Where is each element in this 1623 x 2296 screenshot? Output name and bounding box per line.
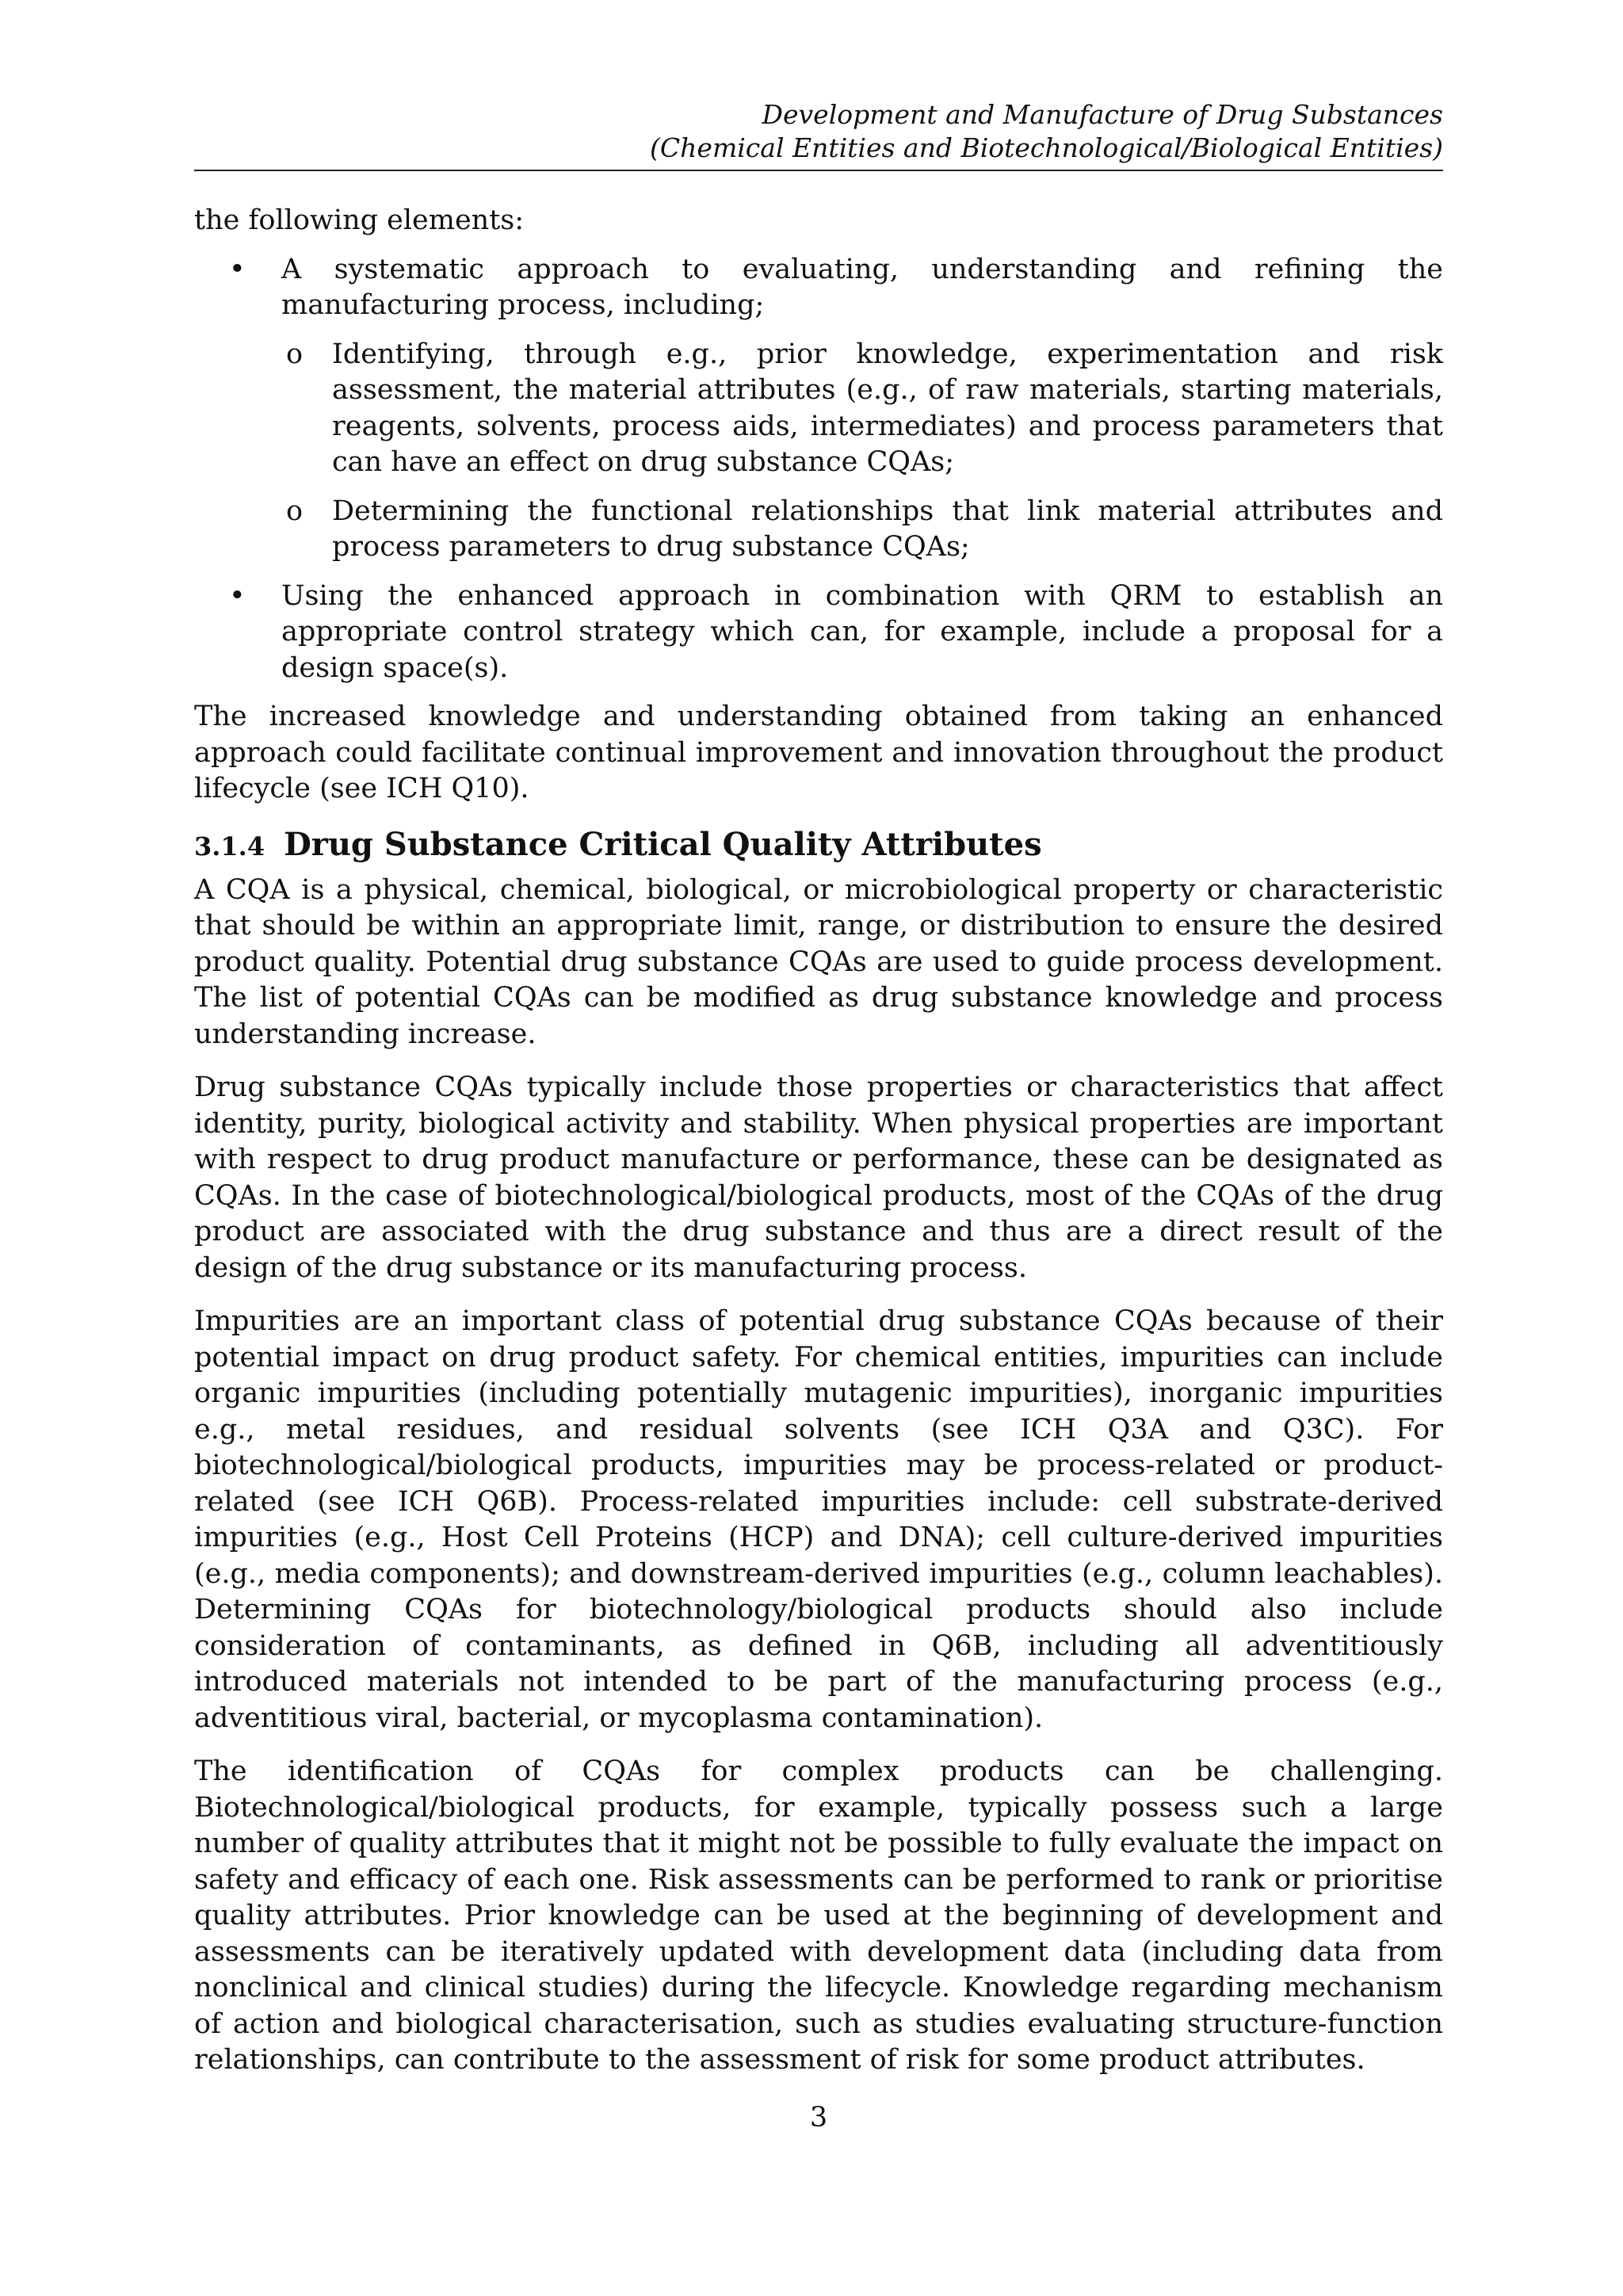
sub-list-item xyxy=(281,494,1443,566)
header-title: Development and Manufacture of Drug Substances xyxy=(762,99,1443,130)
list-item xyxy=(194,579,1443,687)
elements-list xyxy=(194,252,1443,687)
sub-list-item-text: Identifying, through e.g., prior knowledge, experimentation and risk assessment, the material attributes (e.g., of raw materials, starting materials, reagents, solvents, process aids, intermediates) and process parameters that can have an effect on drug substance CQAs; xyxy=(332,338,1443,478)
intro-line: the following elements: xyxy=(194,204,525,236)
paragraph-cqa-properties: Drug substance CQAs typically include those properties or characteristics that affect identity, purity, biological activity and stability. When physical properties are important with respect to drug product manufacture or performance, these can be designated as CQAs. In the case of biotechnological/biological products, most of the CQAs of the drug product are associated with the drug substance and thus are a direct result of the design of the drug substance or its manufacturing process. xyxy=(194,1072,1443,1284)
header-subtitle: (Chemical Entities and Biotechnological/Biological Entities) xyxy=(650,132,1443,163)
paragraph-impurities: Impurities are an important class of potential drug substance CQAs because of their potential impact on drug product safety. For chemical entities, impurities can include organic impurities (including potentially mutagenic impurities), inorganic impurities e.g., metal residues, and residual solvents (see ICH Q3A and Q3C). For biotechnological/biological products, impurities may be process-related or product-related (see ICH Q6B). Process-related impurities include: cell substrate-derived impurities (e.g., Host Cell Proteins (HCP) and DNA); cell culture-derived impurities (e.g., media components); and downstream-derived impurities (e.g., column leachables). Determining CQAs for biotechnology/biological products should also include consideration of contaminants, as defined in Q6B, including all adventitiously introduced materials not intended to be part of the manufacturing process (e.g., adventitious viral, bacterial, or mycoplasma contamination). xyxy=(194,1305,1443,1734)
list-item-text: A systematic approach to evaluating, understanding and refining the manufacturing process, including; xyxy=(281,253,1443,321)
bullet-icon: • xyxy=(229,253,246,285)
document-body xyxy=(194,203,1443,2096)
page-number: 3 xyxy=(809,2102,828,2134)
list-item-text: Using the enhanced approach in combination with QRM to establish an appropriate control strategy which can, for example, include a proposal for a design space(s). xyxy=(281,579,1443,684)
paragraph-cqa-definition: A CQA is a physical, chemical, biological, or microbiological property or characteristic that should be within an appropriate limit, range, or distribution to ensure the desired product quality. Potential drug substance CQAs are used to guide process development. The list of potential CQAs can be modified as drug substance knowledge and process understanding increase. xyxy=(194,873,1443,1050)
sub-list-item-text: Determining the functional relationships that link material attributes and process parameters to drug substance CQAs; xyxy=(332,495,1443,563)
section-number: 3.1.4 xyxy=(194,831,265,861)
section-title: Drug Substance Critical Quality Attributes xyxy=(284,825,1042,863)
sub-list xyxy=(281,337,1443,566)
paragraph-identification: The identification of CQAs for complex products can be challenging. Biotechnological/biological products, for example, typically possess such a large number of quality attributes that it might not be possible to fully evaluate the impact on safety and efficacy of each one. Risk assessments can be performed to rank or prioritise quality attributes. Prior knowledge can be used at the beginning of development and assessments can be iteratively updated with development data (including data from nonclinical and clinical studies) during the lifecycle. Knowledge regarding mechanism of action and biological characterisation, such as studies evaluating structure-function relationships, can contribute to the assessment of risk for some product attributes. xyxy=(194,1755,1443,2076)
sub-bullet-icon: o xyxy=(286,495,304,527)
sub-list-item xyxy=(281,337,1443,481)
list-item xyxy=(194,252,1443,566)
running-header xyxy=(194,98,1443,171)
bullet-icon: • xyxy=(229,579,246,612)
section-heading xyxy=(194,825,1443,866)
knowledge-paragraph: The increased knowledge and understanding obtained from taking an enhanced approach could facilitate continual improvement and innovation throughout the product lifecycle (see ICH Q10). xyxy=(194,701,1443,804)
sub-bullet-icon: o xyxy=(286,338,304,370)
